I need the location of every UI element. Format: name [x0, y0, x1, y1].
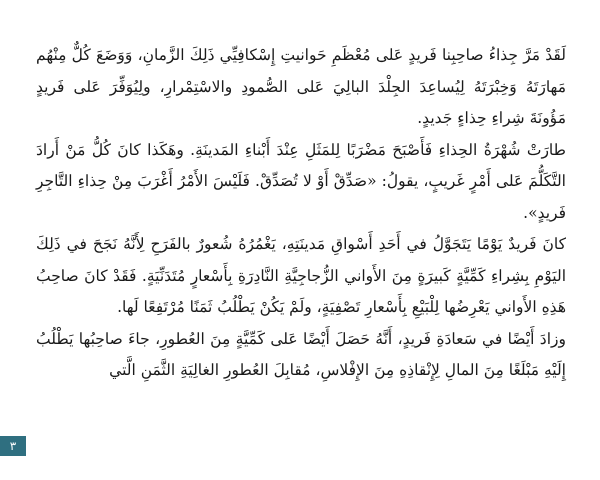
paragraph-3: كانَ فَريدٌ يَوْمًا يَتَجَوَّلُ في أَحَدِ أَسْواقِ مَدينَتِهِ، يَغْمُرُهُ شُعورٌ بالفَرَحِ لِأَنَّهُ نَجَحَ في ذَلِكَ اليَوْمِ بِشِراءِ كَمِّيَّةٍ كَبيرَةٍ مِنَ الأَواني الزُّجاجِيَّةِ النَّادِرَةِ بِأَسْعارٍ مُتَدَنِّيَةٍ. فَقَدْ كانَ صاحِبُ هَذِهِ الأَواني يَعْرِضُها لِلْبَيْعِ بِأَسْعارِ تَصْفِيَةٍ، ولَمْ يَكُنْ يَطْلُبُ ثَمَنًا مُرْتَفِعًا لَها.	[36, 235, 566, 316]
page-number-badge: ٣	[0, 436, 26, 456]
story-text	[36, 40, 566, 387]
paragraph-4: وزادَ أَيْضًا في سَعادَةِ فَريدٍ، أَنَّهُ حَصَلَ أَيْضًا عَلى كَمِّيَّةٍ مِنَ العُطورِ، جاءَ صاحِبُها يَطْلُبُ إِلَيْهِ مَبْلَغًا مِنَ المالِ لِإِنْقاذِهِ مِنَ الإِفْلاسِ، مُقابِلَ العُطورِ الغالِيَةِ الثَّمَنِ الَّتي	[36, 329, 566, 379]
paragraph-1: لَقَدْ مَرَّ جِذاءُ صاحِبِنا فَريدٍ عَلى مُعْظَمِ حَوانيتِ إِسْكافِيِّي ذَلِكَ الزَّمانِ، وَوَضَعَ كُلٌّ مِنْهُم مَهارَتَهُ وَخِبْرَتَهُ لِيُساعِدَ الجِلْدَ البالِيَ عَلى الصُّمودِ والاسْتِمْرارِ، ولِيُوَفِّرَ عَلى فَريدٍ مَؤُونَةَ شِراءِ حِذاءٍ جَديدٍ.	[36, 46, 566, 127]
paragraph-2: طارَتْ شُهْرَةُ الحِذاءِ فَأَصْبَحَ مَضْرَبًا لِلمَثَلِ عِنْدَ أَبْناءِ المَدينَةِ. وهَكَذا كانَ كُلُّ مَنْ أَرادَ التَّكَلُّمَ عَلى أَمْرٍ غَريبٍ، يقولُ: «صَدِّقْ أَوْ لا تُصَدِّقْ. فَلَيْسَ الأَمْرُ أَغْرَبَ مِنْ حِذاءِ التَّاجِرِ فَريدٍ».	[36, 140, 566, 222]
